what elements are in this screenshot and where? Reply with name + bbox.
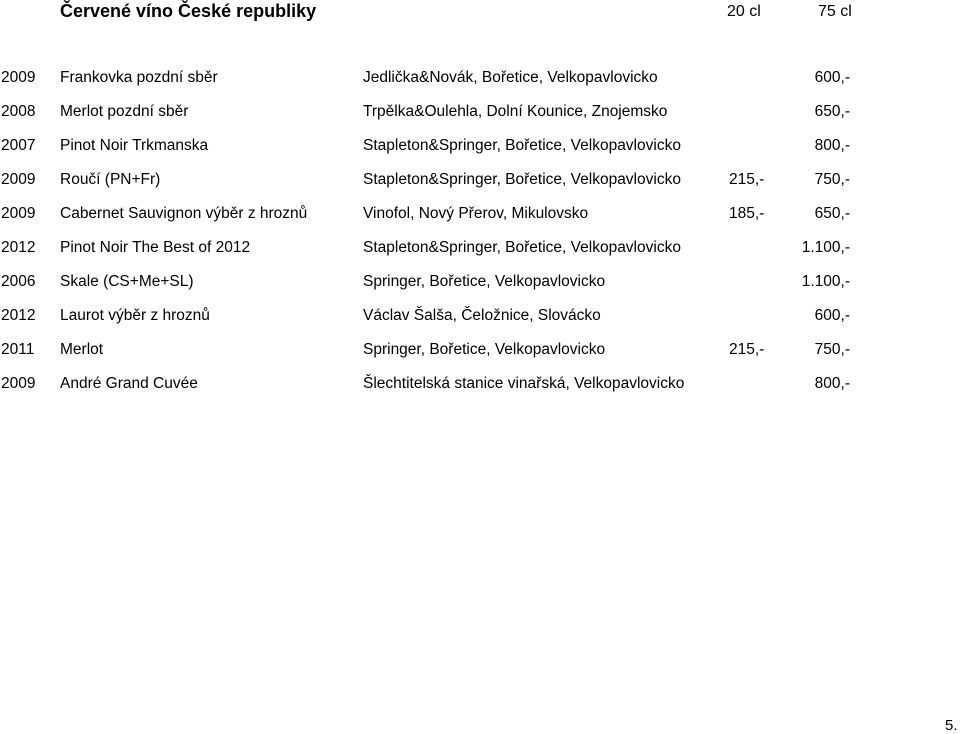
wine-producer: Stapleton&Springer, Bořetice, Velkopavlovicko bbox=[363, 171, 681, 188]
price-75cl: 750,- bbox=[814, 341, 850, 358]
wine-year: 2011 bbox=[1, 341, 35, 358]
wine-name: Laurot výběr z hroznů bbox=[60, 307, 210, 324]
wine-producer: Springer, Bořetice, Velkopavlovicko bbox=[363, 341, 606, 358]
wine-name: Merlot pozdní sběr bbox=[60, 103, 189, 120]
wine-year: 2008 bbox=[1, 103, 36, 120]
wine-year: 2012 bbox=[1, 307, 36, 324]
wine-row bbox=[0, 340, 960, 374]
price-75cl: 650,- bbox=[814, 205, 850, 222]
wine-name: Skale (CS+Me+SL) bbox=[60, 273, 194, 290]
wine-row bbox=[0, 68, 960, 102]
page-title: Červené víno České republiky bbox=[60, 1, 317, 21]
wine-producer: Václav Šalša, Čeložnice, Slovácko bbox=[363, 307, 601, 324]
wine-name: Frankovka pozdní sběr bbox=[60, 69, 218, 86]
wine-name: Pinot Noir Trkmanska bbox=[60, 137, 209, 154]
wine-year: 2009 bbox=[1, 171, 36, 188]
wine-producer: Stapleton&Springer, Bořetice, Velkopavlovicko bbox=[363, 239, 681, 256]
wine-producer: Šlechtitelská stanice vinařská, Velkopavlovicko bbox=[363, 375, 685, 392]
price-75cl: 750,- bbox=[814, 171, 850, 188]
wine-row bbox=[0, 170, 960, 204]
wine-producer: Springer, Bořetice, Velkopavlovicko bbox=[363, 273, 606, 290]
wine-row bbox=[0, 374, 960, 408]
price-20cl: 215,- bbox=[729, 171, 765, 188]
wine-row bbox=[0, 238, 960, 272]
price-20cl: 215,- bbox=[729, 341, 765, 358]
wine-producer: Stapleton&Springer, Bořetice, Velkopavlovicko bbox=[363, 137, 681, 154]
wine-producer: Jedlička&Novák, Bořetice, Velkopavlovicko bbox=[363, 69, 658, 86]
price-20cl: 185,- bbox=[729, 205, 765, 222]
page-number: 5. bbox=[945, 717, 958, 734]
wine-producer: Vinofol, Nový Přerov, Mikulovsko bbox=[363, 205, 589, 222]
wine-year: 2009 bbox=[1, 205, 36, 222]
wine-year: 2009 bbox=[1, 375, 36, 392]
wine-name: Merlot bbox=[60, 341, 104, 358]
wine-name: André Grand Cuvée bbox=[60, 375, 198, 392]
wine-row bbox=[0, 306, 960, 340]
wine-row bbox=[0, 272, 960, 306]
wine-name: Pinot Noir The Best of 2012 bbox=[60, 239, 251, 256]
price-75cl: 800,- bbox=[814, 375, 850, 392]
wine-name: Roučí (PN+Fr) bbox=[60, 171, 161, 188]
price-75cl: 800,- bbox=[814, 137, 850, 154]
column-header-75cl: 75 cl bbox=[818, 3, 852, 20]
header-row bbox=[0, 0, 960, 26]
wine-year: 2009 bbox=[1, 69, 36, 86]
price-75cl: 600,- bbox=[814, 307, 850, 324]
wine-name: Cabernet Sauvignon výběr z hroznů bbox=[60, 205, 308, 222]
price-75cl: 600,- bbox=[814, 69, 850, 86]
price-75cl: 1.100,- bbox=[801, 273, 850, 290]
wine-row bbox=[0, 102, 960, 136]
wine-year: 2012 bbox=[1, 239, 36, 256]
price-75cl: 1.100,- bbox=[801, 239, 850, 256]
wine-row bbox=[0, 204, 960, 238]
wine-producer: Trpělka&Oulehla, Dolní Kounice, Znojemsko bbox=[363, 103, 668, 120]
column-header-20cl: 20 cl bbox=[727, 3, 761, 20]
wine-list bbox=[0, 68, 960, 408]
wine-year: 2007 bbox=[1, 137, 36, 154]
wine-row bbox=[0, 136, 960, 170]
price-75cl: 650,- bbox=[814, 103, 850, 120]
wine-year: 2006 bbox=[1, 273, 36, 290]
